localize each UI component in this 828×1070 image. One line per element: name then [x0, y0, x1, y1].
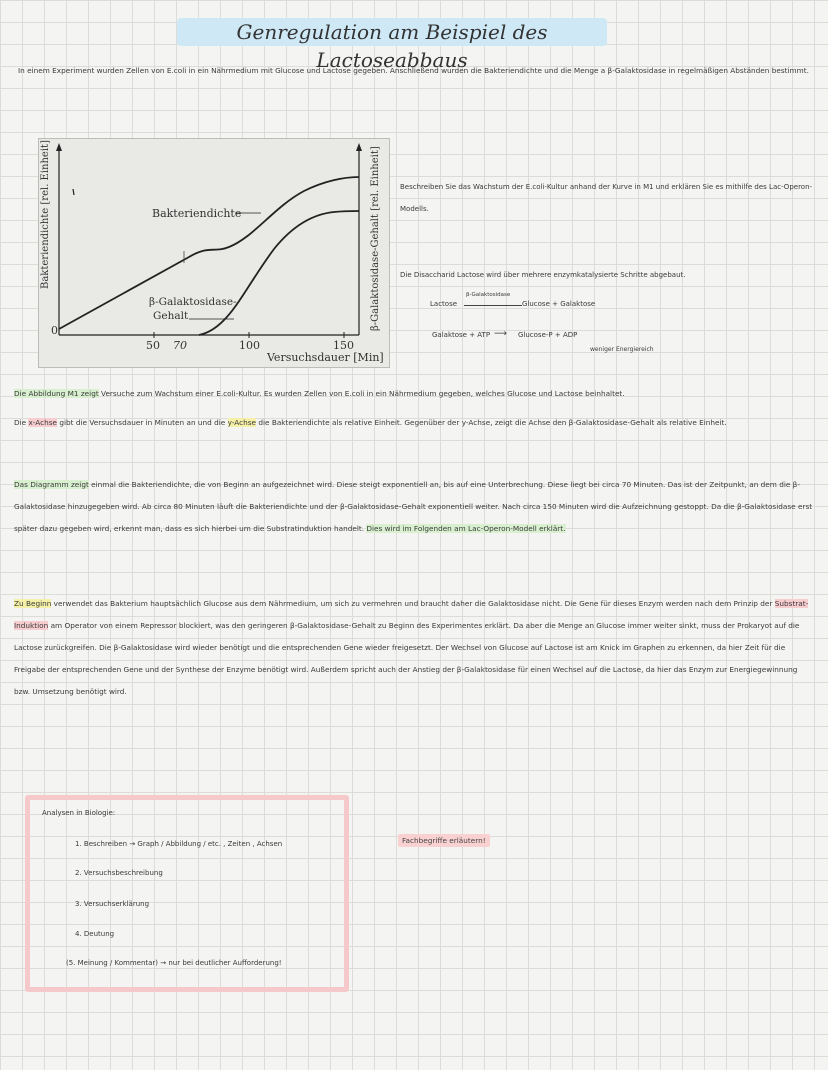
label-galaktosidase-1: β-Galaktosidase- — [149, 296, 237, 308]
label-galaktosidase-2: Gehalt — [153, 310, 189, 322]
highlight: Die Abbildung M1 zeigt — [14, 389, 99, 398]
task-2: Die Disaccharid Lactose wird über mehrere enzymkatalysierte Schritte abgebaut. — [400, 271, 686, 279]
intro-text: In einem Experiment wurden Zellen von E.coli in ein Nährmedium mit Glucose und Lactose gegeben. Anschließend wurden die Bakteriendichte und die Menge a β-Galaktosidase in regelmäßigen Abständen bestimmt. — [18, 66, 809, 75]
task-1: Beschreiben Sie das Wachstum der E.coli-Kultur anhand der Kurve in M1 und erklären Sie es mithilfe des Lac-Operon-Modells. — [400, 183, 813, 213]
highlight: Zu Beginn — [14, 599, 52, 608]
answer-paragraph-3: Das Diagramm zeigt einmal die Bakteriendichte, die von Beginn an aufgezeichnet wird. Diese steigt exponentiell an, bis auf eine Unterbrechung. Diese liegt bei circa 70 Minuten. Das ist der Zeitpunkt, an dem die β-Galaktosidase hinzugegeben wird. Ab circa 80 Minuten läuft die Bakteriendichte und der β-Galaktosidase-Gehalt exponentiell weiter. Nach circa 150 Minuten wird die Aufzeichnung gestoppt. Da die β-Galaktosidase erst später dazu gegeben wird, erkennt man, dass es sich hierbei um die Substratinduktion handelt. Dies wird im Folgenden am Lac-Operon-Modell erklärt. — [14, 480, 813, 533]
tick-70: 70 — [173, 339, 187, 352]
highlight-x-axis: x-Achse — [28, 418, 58, 427]
checklist-item-1: 1. Beschreiben → Graph / Abbildung / etc. , Zeiten , Achsen — [75, 840, 283, 848]
page-title: Genregulation am Beispiel des Lactoseabbaus — [177, 18, 607, 46]
reaction1-left: Lactose — [430, 300, 458, 308]
checklist-item-3: 3. Versuchserklärung — [75, 900, 150, 908]
highlight-y-axis: y-Achse — [227, 418, 257, 427]
analysis-checklist-box — [25, 795, 349, 992]
x-axis-label: Versuchsdauer [Min] — [267, 351, 384, 364]
reaction1-enzyme: β-Galaktosidase — [466, 292, 511, 298]
checklist-item-5: (5. Meinung / Kommentar) → nur bei deutlicher Aufforderung! — [66, 959, 282, 967]
reaction2-left: Galaktose + ATP — [432, 331, 491, 339]
checklist-item-2: 2. Versuchsbeschreibung — [75, 869, 163, 877]
tick-150: 150 — [333, 339, 354, 352]
highlight: Das Diagramm zeigt — [14, 480, 89, 489]
answer-paragraph-1: Die Abbildung M1 zeigt Versuche zum Wachstum einer E.coli-Kultur. Es wurden Zellen von E.coli in ein Nährmedium gegeben, welches Glucose und Lactose beinhaltet. — [14, 389, 625, 398]
tick-0: 0 — [51, 324, 58, 337]
highlight: Dies wird im Folgenden am Lac-Operon-Modell erklärt. — [366, 524, 566, 533]
tick-50: 50 — [146, 339, 160, 352]
reaction2-right: Glucose-P + ADP — [518, 331, 578, 339]
y-axis-left-label: Bakteriendichte [rel. Einheit] — [40, 140, 51, 289]
reaction1-arrow — [464, 305, 522, 306]
tick-100: 100 — [239, 339, 260, 352]
fachbegriffe-note: Fachbegriffe erläutern! — [398, 834, 490, 847]
reaction2-arrow: ⟶ — [494, 329, 507, 339]
answer-paragraph-2: Die x-Achse gibt die Versuchsdauer in Minuten an und die y-Achse die Bakteriendichte als relative Einheit. Gegenüber der y-Achse, zeigt die Achse den β-Galaktosidase-Gehalt als relative Einheit. — [14, 418, 727, 427]
graph-svg — [39, 139, 389, 367]
y-arrow-left — [56, 143, 62, 151]
answer-paragraph-4: Zu Beginn verwendet das Bakterium hauptsächlich Glucose aus dem Nährmedium, um sich zu vermehren und braucht daher die Galaktosidase nicht. Die Gene für dieses Enzym werden nach dem Prinzip der Substrat-Induktion am Operator von einem Repressor blockiert, was den geringeren β-Galaktosidase-Gehalt zu Beginn des Experimentes erklärt. Da aber die Menge an Glucose immer weiter sinkt, muss der Prokaryot auf die Lactose zurückgreifen. Die β-Galaktosidase wird wieder benötigt und die entsprechenden Gene wieder freigesetzt. Der Wechsel von Glucose auf Lactose ist am Knick im Graphen zu erkennen, da hier Zeit für die Freigabe der entsprechenden Gene und der Synthese der Enzyme benötigt wird. Außerdem spricht auch der Anstieg der β-Galaktosidase für einen Wechsel auf die Lactose, da hier das Enzym zur Energiegewinnung bzw. Umsetzung benötigt wird. — [14, 599, 809, 696]
y-arrow-right — [356, 143, 362, 151]
checklist-heading: Analysen in Biologie: — [42, 809, 116, 817]
checklist-item-4: 4. Deutung — [75, 930, 115, 938]
reaction1-right: Glucose + Galaktose — [522, 300, 596, 308]
graph-m1 — [38, 138, 390, 368]
highlight-substrat-induktion: Substrat-Induktion — [14, 599, 809, 630]
curve-galaktosidase — [199, 211, 359, 335]
reaction2-note: weniger Energiereich — [590, 346, 654, 353]
y-axis-right-label: β-Galaktosidase-Gehalt [rel. Einheit] — [370, 146, 381, 331]
label-bakteriendichte: Bakteriendichte — [152, 207, 242, 220]
